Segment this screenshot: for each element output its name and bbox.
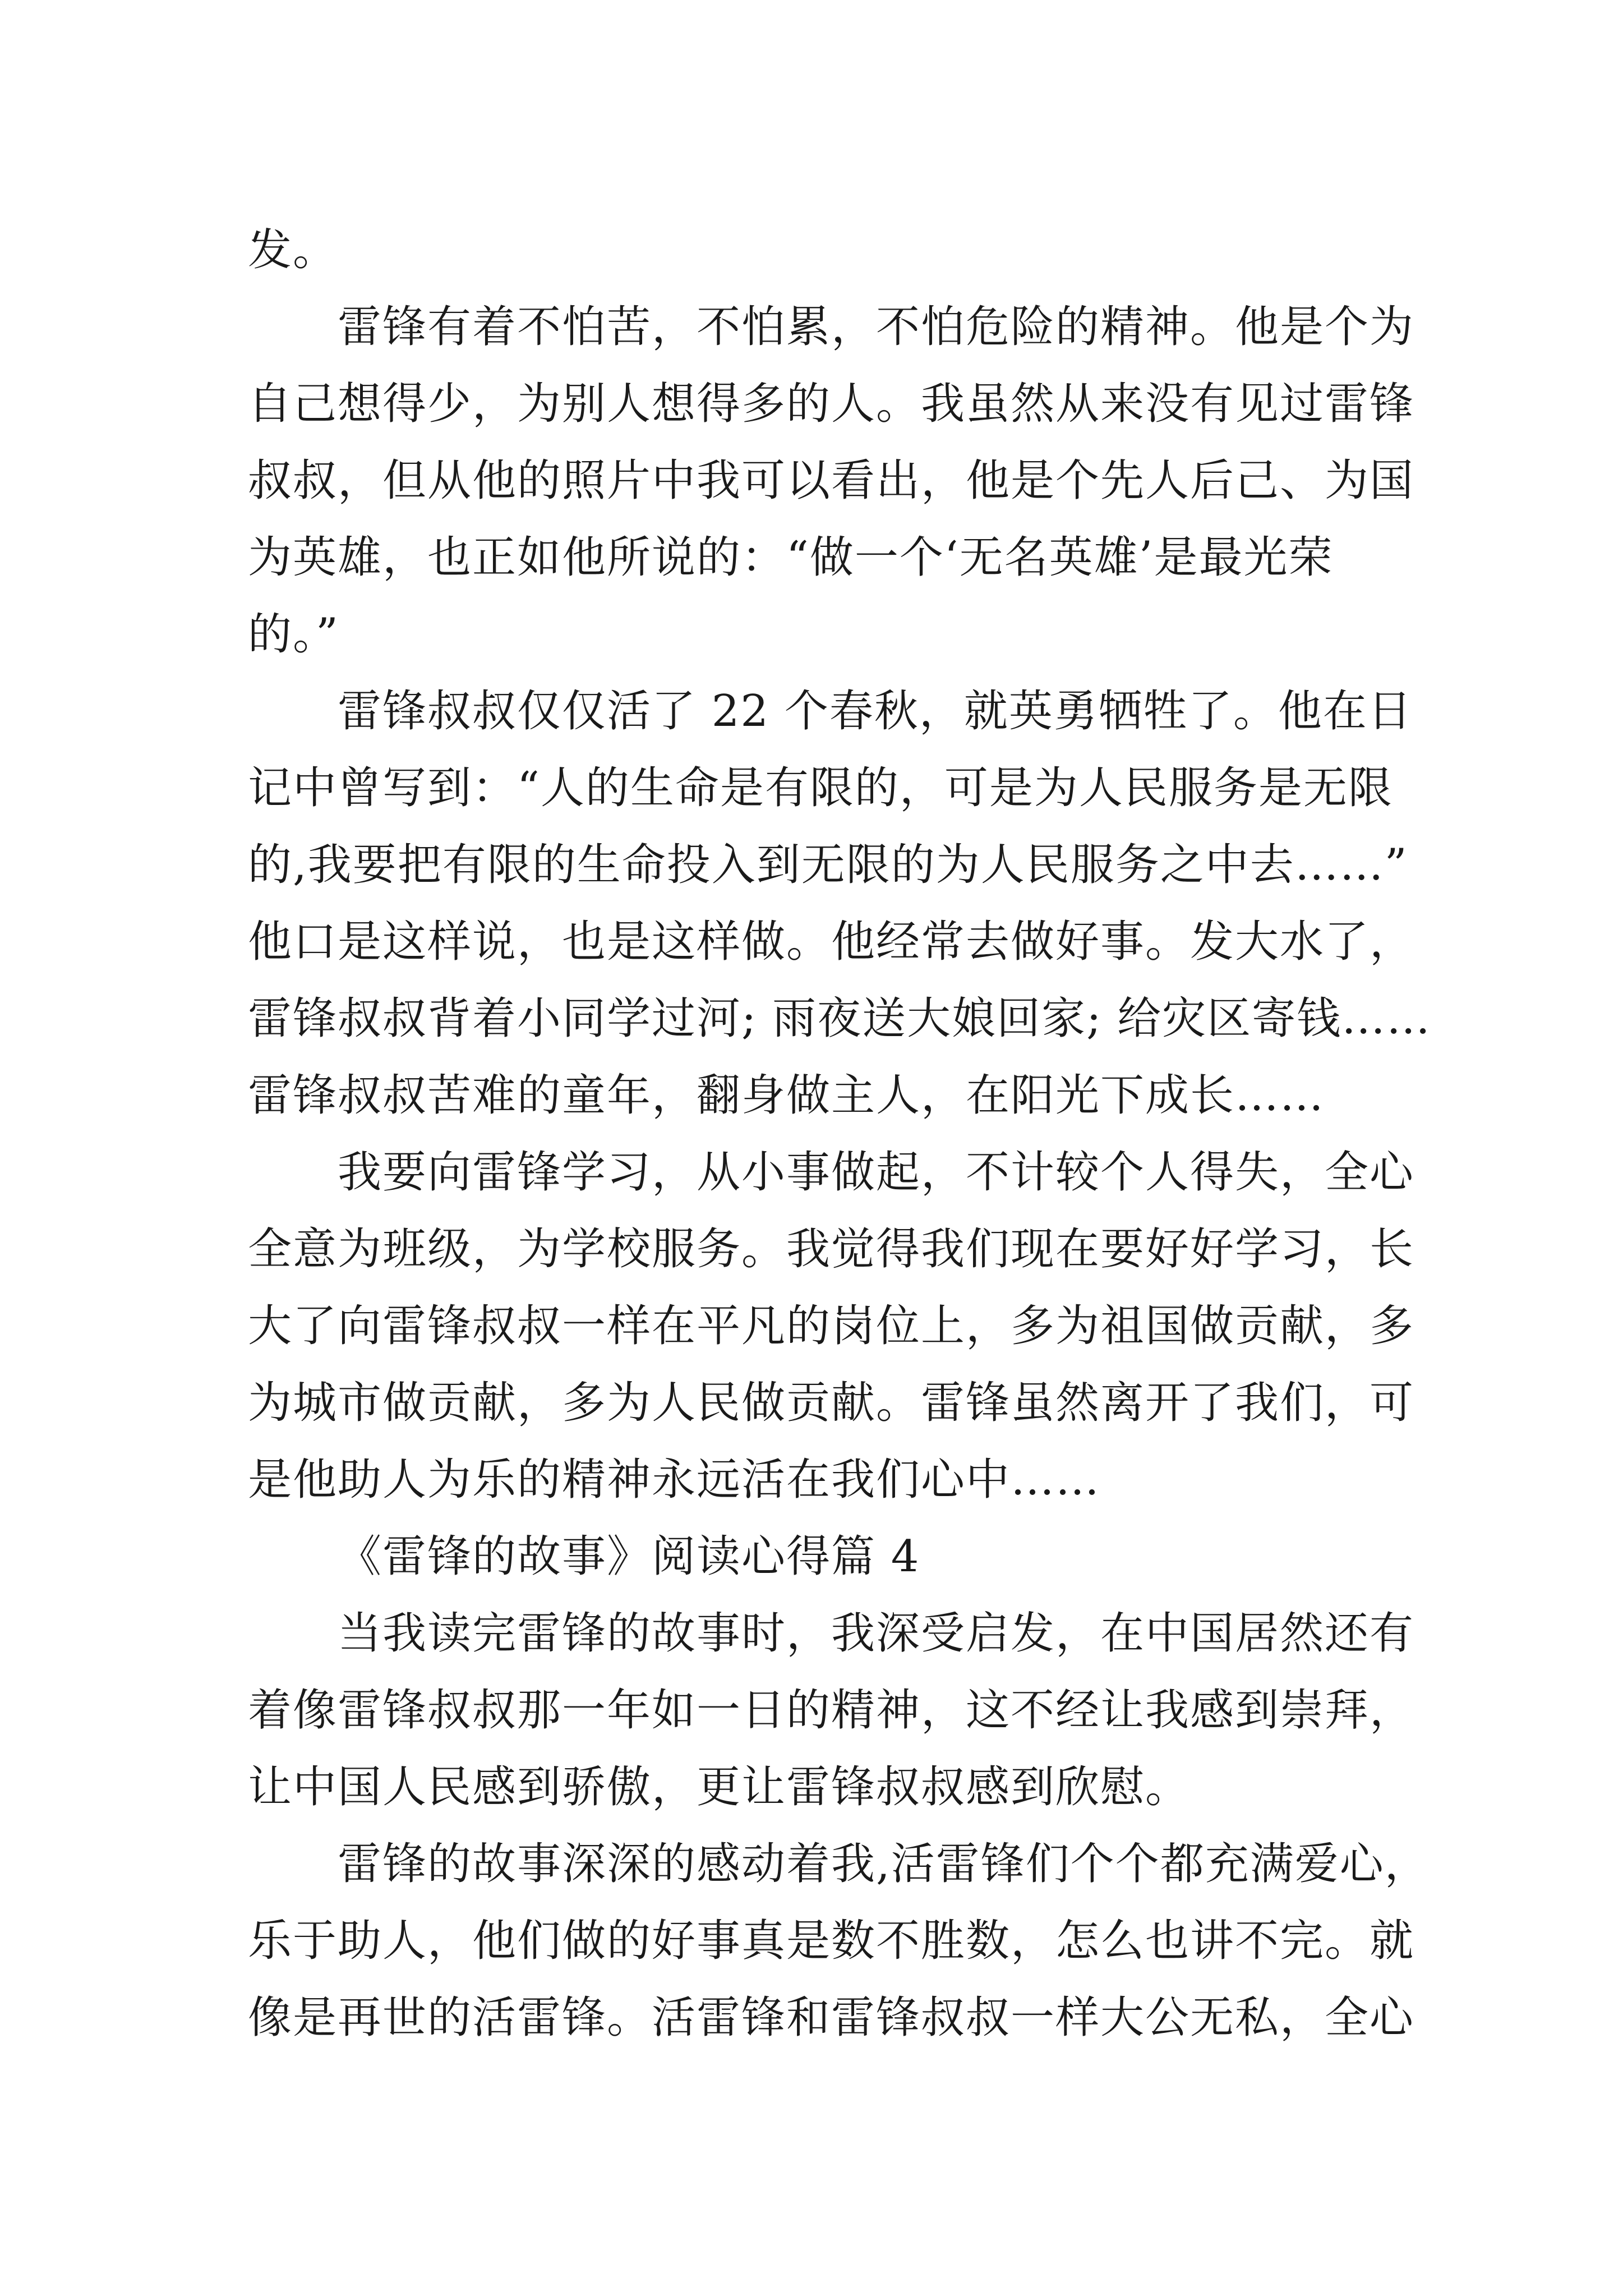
text-line: 我要向雷锋学习，从小事做起，不计较个人得失，全心	[338, 1147, 1415, 1198]
text-line: 记中曾写到：“人的生命是有限的，可是为人民服务是无限	[248, 763, 1393, 813]
text-line: 的。”	[248, 609, 339, 660]
text-line: 全意为班级，为学校服务。我觉得我们现在要好好学习，长	[248, 1224, 1415, 1274]
text-line: 乐于助人，他们做的好事真是数不胜数，怎么也讲不完。就	[248, 1916, 1415, 1966]
text-line: 雷锋叔叔背着小同学过河; 雨夜送大娘回家; 给灾区寄钱……	[248, 993, 1432, 1044]
text-line: 雷锋的故事深深的感动着我,活雷锋们个个都充满爱心，	[338, 1839, 1430, 1889]
text-line: 雷锋有着不怕苦，不怕累，不怕危险的精神。他是个为	[338, 302, 1415, 352]
text-line: 雷锋叔叔苦难的童年，翻身做主人，在阳光下成长……	[248, 1070, 1325, 1121]
text-line: 为城市做贡献，多为人民做贡献。雷锋虽然离开了我们，可	[248, 1378, 1415, 1428]
text-line: 像是再世的活雷锋。活雷锋和雷锋叔叔一样大公无私，全心	[248, 1993, 1415, 2043]
text-line: 的,我要把有限的生命投入到无限的为人民服务之中去……”	[248, 840, 1408, 890]
document-body	[248, 212, 1432, 2056]
text-line: 为英雄，也正如他所说的：“做一个‘无名英雄’是最光荣	[248, 532, 1334, 583]
text-line: 叔叔，但从他的照片中我可以看出，他是个先人后己、为国	[248, 455, 1415, 506]
text-line: 是他助人为乐的精神永远活在我们心中……	[248, 1455, 1101, 1505]
text-line: 雷锋叔叔仅仅活了 22 个春秋，就英勇牺牲了。他在日	[338, 686, 1413, 737]
text-line: 让中国人民感到骄傲，更让雷锋叔叔感到欣慰。	[248, 1762, 1191, 1812]
section-heading: 《雷锋的故事》阅读心得篇 4	[338, 1531, 920, 1582]
text-line: 发。	[248, 225, 338, 275]
text-line: 着像雷锋叔叔那一年如一日的精神，这不经让我感到崇拜，	[248, 1685, 1415, 1736]
text-line: 大了向雷锋叔叔一样在平凡的岗位上，多为祖国做贡献，多	[248, 1301, 1415, 1351]
text-line: 当我读完雷锋的故事时，我深受启发，在中国居然还有	[338, 1608, 1415, 1659]
text-line: 他口是这样说，也是这样做。他经常去做好事。发大水了，	[248, 917, 1415, 967]
text-line: 自己想得少，为别人想得多的人。我虽然从来没有见过雷锋	[248, 379, 1415, 429]
